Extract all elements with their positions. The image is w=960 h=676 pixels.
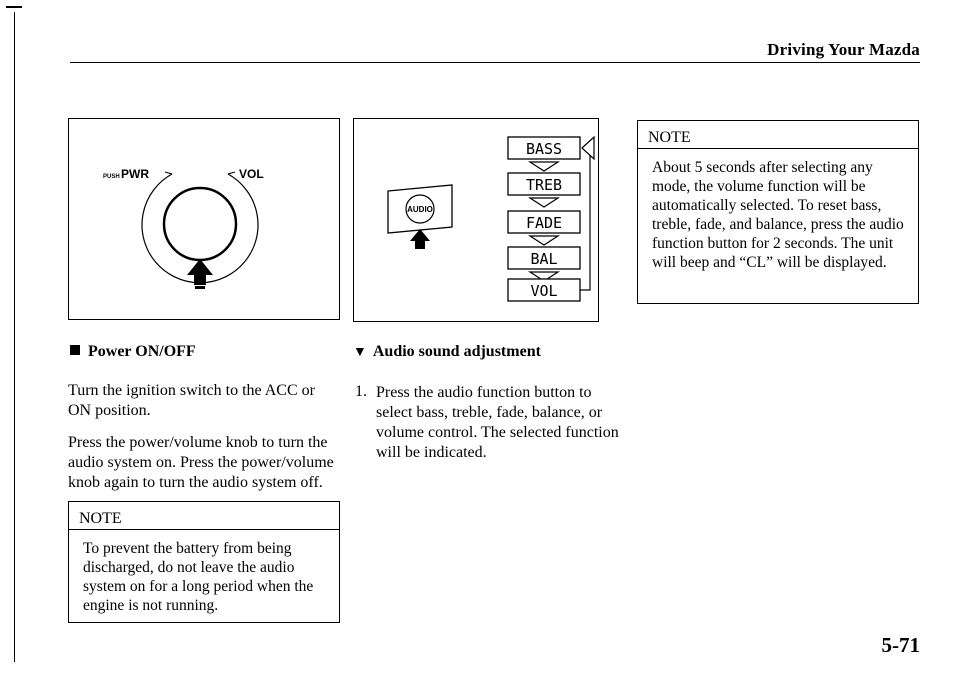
page-header-title: Driving Your Mazda	[767, 40, 920, 59]
mode-label-vol: VOL	[530, 282, 558, 300]
header-rule	[70, 62, 920, 63]
mode-label-treb: TREB	[525, 176, 563, 194]
note-audio-reset	[637, 120, 919, 304]
mode-cycle	[508, 137, 594, 301]
mode-label-bal: BAL	[530, 250, 558, 268]
paragraph-power-knob: Press the power/volume knob to turn the audio system on. Press the power/volume knob again to turn the audio system off.	[68, 434, 334, 491]
pwr-label: PWR	[121, 167, 149, 181]
triangle-bullet-icon: ▼	[353, 345, 367, 360]
note-title: NOTE	[69, 502, 339, 530]
note-body: About 5 seconds after selecting any mode, the volume function will be automatically selected. To reset bass, treble, fade, and balance, press the audio function button for 2 seconds. The unit will beep and “CL” will be displayed.	[652, 159, 904, 271]
press-arrow-icon	[187, 259, 213, 289]
step-number: 1.	[355, 383, 367, 400]
note-title: NOTE	[638, 121, 918, 149]
audio-mode-figure	[353, 118, 599, 322]
section-heading-power-text: Power ON/OFF	[88, 343, 196, 360]
margin-line	[14, 12, 15, 662]
power-knob-figure	[68, 118, 340, 320]
square-bullet-icon	[70, 345, 80, 355]
section-heading-power	[70, 343, 196, 361]
vol-label: VOL	[239, 167, 264, 181]
page-number: 5-71	[881, 633, 920, 657]
step-text: Press the audio function button to select bass, treble, fade, balance, or volume control. The selected function will be indicated.	[376, 384, 619, 461]
crop-mark	[6, 6, 22, 8]
section-heading-audio-text: Audio sound adjustment	[372, 343, 541, 360]
note-body: To prevent the battery from being discharged, do not leave the audio system on for a long period when the engine is not running.	[83, 540, 314, 614]
return-arrow-icon	[582, 137, 594, 159]
knob-icon	[164, 188, 236, 260]
audio-button-label: AUDIO	[407, 205, 433, 214]
mode-label-fade: FADE	[525, 214, 563, 232]
audio-mode-diagram	[354, 119, 598, 321]
paragraph-ignition: Turn the ignition switch to the ACC or ON position.	[68, 382, 315, 419]
note-battery	[68, 501, 340, 623]
mode-label-bass: BASS	[525, 140, 563, 158]
section-heading-audio	[353, 343, 541, 361]
push-label: PUSH	[103, 174, 120, 180]
audio-button-icon	[388, 185, 452, 249]
power-knob-illustration	[69, 119, 339, 319]
